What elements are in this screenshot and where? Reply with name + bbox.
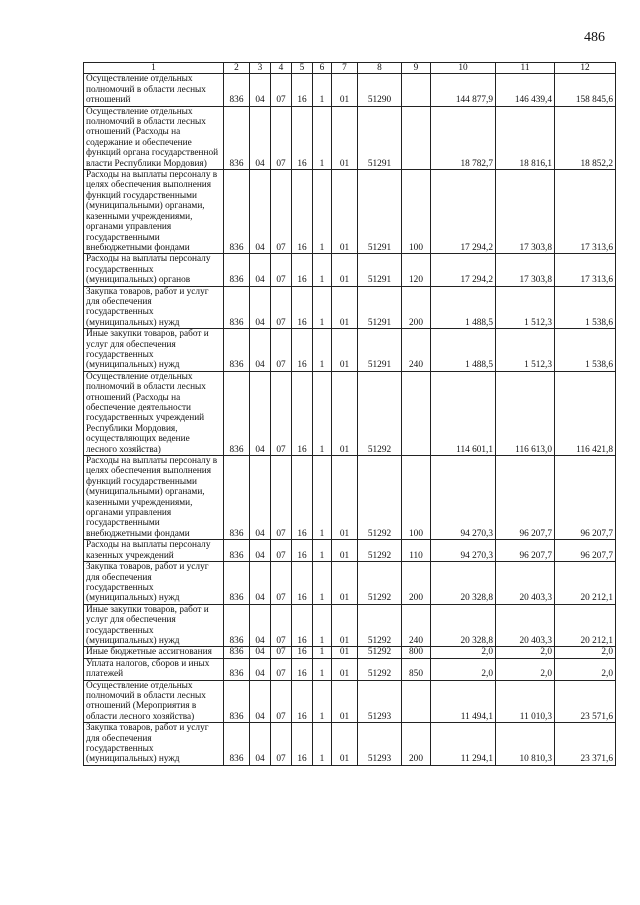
program-code-cell: 16 [292, 170, 313, 254]
rz-code-cell: 04 [250, 329, 271, 372]
subprogram-code-cell: 1 [313, 456, 332, 540]
event-code-cell: 01 [332, 540, 358, 562]
vr-code-cell: 200 [402, 286, 431, 329]
gr-code-cell: 836 [224, 680, 250, 723]
subprogram-code-cell: 1 [313, 106, 332, 169]
rz-code-cell: 04 [250, 371, 271, 455]
pr-code-cell: 07 [271, 329, 292, 372]
vr-code-cell: 240 [402, 604, 431, 647]
amount-year2-cell: 96 207,7 [496, 540, 555, 562]
event-code-cell: 01 [332, 74, 358, 106]
event-code-cell: 01 [332, 604, 358, 647]
event-code-cell: 01 [332, 647, 358, 658]
direction-code-cell: 51293 [358, 680, 402, 723]
vr-code-cell: 110 [402, 540, 431, 562]
direction-code-cell: 51290 [358, 74, 402, 106]
amount-year1-cell: 94 270,3 [431, 456, 496, 540]
event-code-cell: 01 [332, 286, 358, 329]
gr-code-cell: 836 [224, 286, 250, 329]
gr-code-cell: 836 [224, 371, 250, 455]
rz-code-cell: 04 [250, 106, 271, 169]
pr-code-cell: 07 [271, 723, 292, 766]
row-name-cell: Расходы на выплаты персоналу казенных учреждений [84, 540, 224, 562]
program-code-cell: 16 [292, 647, 313, 658]
amount-year1-cell: 144 877,9 [431, 74, 496, 106]
amount-year1-cell: 1 488,5 [431, 329, 496, 372]
direction-code-cell: 51292 [358, 647, 402, 658]
event-code-cell: 01 [332, 680, 358, 723]
amount-year2-cell: 116 613,0 [496, 371, 555, 455]
direction-code-cell: 51292 [358, 456, 402, 540]
vr-code-cell: 800 [402, 647, 431, 658]
column-header-7: 7 [332, 63, 358, 74]
subprogram-code-cell: 1 [313, 540, 332, 562]
column-header-5: 5 [292, 63, 313, 74]
amount-year2-cell: 17 303,8 [496, 170, 555, 254]
column-header-9: 9 [402, 63, 431, 74]
row-name-cell: Осуществление отдельных полномочий в области лесных отношений (Расходы на обеспечение деятельности государственных учреждений Республики Мордовия, осуществляющих ведение лесного хозяйства) [84, 371, 224, 455]
row-name-cell: Закупка товаров, работ и услуг для обеспечения государственных (муниципальных) нужд [84, 286, 224, 329]
amount-year1-cell: 1 488,5 [431, 286, 496, 329]
table-row [84, 286, 616, 329]
amount-year3-cell: 17 313,6 [555, 170, 616, 254]
amount-year3-cell: 1 538,6 [555, 286, 616, 329]
rz-code-cell: 04 [250, 562, 271, 605]
program-code-cell: 16 [292, 723, 313, 766]
table-row [84, 456, 616, 540]
table-row [84, 540, 616, 562]
program-code-cell: 16 [292, 456, 313, 540]
subprogram-code-cell: 1 [313, 723, 332, 766]
amount-year3-cell: 96 207,7 [555, 540, 616, 562]
table-row [84, 604, 616, 647]
program-code-cell: 16 [292, 562, 313, 605]
program-code-cell: 16 [292, 106, 313, 169]
column-header-10: 10 [431, 63, 496, 74]
column-header-8: 8 [358, 63, 402, 74]
program-code-cell: 16 [292, 604, 313, 647]
subprogram-code-cell: 1 [313, 254, 332, 286]
event-code-cell: 01 [332, 658, 358, 680]
amount-year2-cell: 10 810,3 [496, 723, 555, 766]
pr-code-cell: 07 [271, 286, 292, 329]
amount-year3-cell: 2,0 [555, 647, 616, 658]
rz-code-cell: 04 [250, 680, 271, 723]
pr-code-cell: 07 [271, 647, 292, 658]
direction-code-cell: 51292 [358, 371, 402, 455]
amount-year2-cell: 20 403,3 [496, 604, 555, 647]
subprogram-code-cell: 1 [313, 680, 332, 723]
amount-year1-cell: 20 328,8 [431, 604, 496, 647]
table-row [84, 723, 616, 766]
gr-code-cell: 836 [224, 74, 250, 106]
direction-code-cell: 51292 [358, 604, 402, 647]
amount-year2-cell: 2,0 [496, 658, 555, 680]
amount-year2-cell: 11 010,3 [496, 680, 555, 723]
vr-code-cell [402, 106, 431, 169]
table-row [84, 658, 616, 680]
direction-code-cell: 51291 [358, 106, 402, 169]
program-code-cell: 16 [292, 540, 313, 562]
amount-year3-cell: 18 852,2 [555, 106, 616, 169]
amount-year1-cell: 2,0 [431, 647, 496, 658]
amount-year2-cell: 18 816,1 [496, 106, 555, 169]
vr-code-cell: 200 [402, 562, 431, 605]
direction-code-cell: 51291 [358, 170, 402, 254]
rz-code-cell: 04 [250, 74, 271, 106]
amount-year1-cell: 11 294,1 [431, 723, 496, 766]
page-number: 486 [584, 30, 605, 45]
table-row [84, 647, 616, 658]
gr-code-cell: 836 [224, 647, 250, 658]
rz-code-cell: 04 [250, 658, 271, 680]
table-row [84, 562, 616, 605]
event-code-cell: 01 [332, 254, 358, 286]
table-body [84, 74, 616, 765]
event-code-cell: 01 [332, 106, 358, 169]
amount-year3-cell: 23 571,6 [555, 680, 616, 723]
vr-code-cell: 100 [402, 456, 431, 540]
row-name-cell: Расходы на выплаты персоналу государственных (муниципальных) органов [84, 254, 224, 286]
column-header-2: 2 [224, 63, 250, 74]
amount-year3-cell: 17 313,6 [555, 254, 616, 286]
amount-year2-cell: 96 207,7 [496, 456, 555, 540]
vr-code-cell [402, 680, 431, 723]
amount-year2-cell: 2,0 [496, 647, 555, 658]
direction-code-cell: 51292 [358, 540, 402, 562]
direction-code-cell: 51291 [358, 286, 402, 329]
vr-code-cell: 850 [402, 658, 431, 680]
pr-code-cell: 07 [271, 254, 292, 286]
program-code-cell: 16 [292, 286, 313, 329]
vr-code-cell: 240 [402, 329, 431, 372]
gr-code-cell: 836 [224, 106, 250, 169]
amount-year1-cell: 17 294,2 [431, 170, 496, 254]
rz-code-cell: 04 [250, 604, 271, 647]
subprogram-code-cell: 1 [313, 74, 332, 106]
row-name-cell: Осуществление отдельных полномочий в области лесных отношений (Расходы на содержание и обеспечение функций органа государственной власти Республики Мордовия) [84, 106, 224, 169]
column-header-6: 6 [313, 63, 332, 74]
subprogram-code-cell: 1 [313, 647, 332, 658]
subprogram-code-cell: 1 [313, 604, 332, 647]
program-code-cell: 16 [292, 371, 313, 455]
amount-year1-cell: 94 270,3 [431, 540, 496, 562]
table-row [84, 371, 616, 455]
pr-code-cell: 07 [271, 74, 292, 106]
pr-code-cell: 07 [271, 680, 292, 723]
event-code-cell: 01 [332, 170, 358, 254]
subprogram-code-cell: 1 [313, 562, 332, 605]
vr-code-cell [402, 371, 431, 455]
amount-year2-cell: 146 439,4 [496, 74, 555, 106]
pr-code-cell: 07 [271, 540, 292, 562]
column-header-12: 12 [555, 63, 616, 74]
event-code-cell: 01 [332, 456, 358, 540]
rz-code-cell: 04 [250, 723, 271, 766]
column-header-3: 3 [250, 63, 271, 74]
event-code-cell: 01 [332, 371, 358, 455]
rz-code-cell: 04 [250, 170, 271, 254]
gr-code-cell: 836 [224, 562, 250, 605]
pr-code-cell: 07 [271, 604, 292, 647]
header-row [84, 63, 616, 74]
direction-code-cell: 51292 [358, 658, 402, 680]
direction-code-cell: 51293 [358, 723, 402, 766]
amount-year3-cell: 1 538,6 [555, 329, 616, 372]
event-code-cell: 01 [332, 723, 358, 766]
vr-code-cell: 120 [402, 254, 431, 286]
rz-code-cell: 04 [250, 286, 271, 329]
column-header-11: 11 [496, 63, 555, 74]
table-row [84, 106, 616, 169]
amount-year1-cell: 114 601,1 [431, 371, 496, 455]
pr-code-cell: 07 [271, 456, 292, 540]
pr-code-cell: 07 [271, 371, 292, 455]
amount-year3-cell: 23 371,6 [555, 723, 616, 766]
pr-code-cell: 07 [271, 658, 292, 680]
subprogram-code-cell: 1 [313, 658, 332, 680]
amount-year3-cell: 158 845,6 [555, 74, 616, 106]
direction-code-cell: 51292 [358, 562, 402, 605]
subprogram-code-cell: 1 [313, 371, 332, 455]
event-code-cell: 01 [332, 562, 358, 605]
vr-code-cell [402, 74, 431, 106]
budget-table [83, 62, 616, 766]
row-name-cell: Иные бюджетные ассигнования [84, 647, 224, 658]
amount-year3-cell: 116 421,8 [555, 371, 616, 455]
amount-year3-cell: 96 207,7 [555, 456, 616, 540]
direction-code-cell: 51291 [358, 254, 402, 286]
row-name-cell: Осуществление отдельных полномочий в области лесных отношений [84, 74, 224, 106]
amount-year3-cell: 20 212,1 [555, 604, 616, 647]
amount-year1-cell: 20 328,8 [431, 562, 496, 605]
vr-code-cell: 100 [402, 170, 431, 254]
amount-year1-cell: 17 294,2 [431, 254, 496, 286]
row-name-cell: Закупка товаров, работ и услуг для обеспечения государственных (муниципальных) нужд [84, 562, 224, 605]
gr-code-cell: 836 [224, 170, 250, 254]
amount-year1-cell: 2,0 [431, 658, 496, 680]
pr-code-cell: 07 [271, 106, 292, 169]
gr-code-cell: 836 [224, 723, 250, 766]
rz-code-cell: 04 [250, 540, 271, 562]
program-code-cell: 16 [292, 329, 313, 372]
rz-code-cell: 04 [250, 456, 271, 540]
row-name-cell: Уплата налогов, сборов и иных платежей [84, 658, 224, 680]
column-header-4: 4 [271, 63, 292, 74]
vr-code-cell: 200 [402, 723, 431, 766]
table-row [84, 254, 616, 286]
row-name-cell: Расходы на выплаты персоналу в целях обеспечения выполнения функций государственными (муниципальными) органами, казенными учреждениями, органами управления государственными внебюджетными фондами [84, 170, 224, 254]
amount-year2-cell: 20 403,3 [496, 562, 555, 605]
amount-year3-cell: 2,0 [555, 658, 616, 680]
amount-year2-cell: 17 303,8 [496, 254, 555, 286]
program-code-cell: 16 [292, 74, 313, 106]
pr-code-cell: 07 [271, 562, 292, 605]
gr-code-cell: 836 [224, 658, 250, 680]
amount-year1-cell: 18 782,7 [431, 106, 496, 169]
subprogram-code-cell: 1 [313, 329, 332, 372]
gr-code-cell: 836 [224, 329, 250, 372]
row-name-cell: Закупка товаров, работ и услуг для обеспечения государственных (муниципальных) нужд [84, 723, 224, 766]
program-code-cell: 16 [292, 658, 313, 680]
gr-code-cell: 836 [224, 456, 250, 540]
subprogram-code-cell: 1 [313, 286, 332, 329]
event-code-cell: 01 [332, 329, 358, 372]
gr-code-cell: 836 [224, 540, 250, 562]
amount-year3-cell: 20 212,1 [555, 562, 616, 605]
table-row [84, 329, 616, 372]
rz-code-cell: 04 [250, 254, 271, 286]
table-row [84, 74, 616, 106]
program-code-cell: 16 [292, 680, 313, 723]
row-name-cell: Осуществление отдельных полномочий в области лесных отношений (Мероприятия в области лесного хозяйства) [84, 680, 224, 723]
row-name-cell: Расходы на выплаты персоналу в целях обеспечения выполнения функций государственными (муниципальными) органами, казенными учреждениями, органами управления государственными внебюджетными фондами [84, 456, 224, 540]
gr-code-cell: 836 [224, 254, 250, 286]
row-name-cell: Иные закупки товаров, работ и услуг для обеспечения государственных (муниципальных) нужд [84, 604, 224, 647]
rz-code-cell: 04 [250, 647, 271, 658]
row-name-cell: Иные закупки товаров, работ и услуг для обеспечения государственных (муниципальных) нужд [84, 329, 224, 372]
direction-code-cell: 51291 [358, 329, 402, 372]
table-row [84, 680, 616, 723]
amount-year2-cell: 1 512,3 [496, 329, 555, 372]
pr-code-cell: 07 [271, 170, 292, 254]
table-row [84, 170, 616, 254]
gr-code-cell: 836 [224, 604, 250, 647]
column-header-1: 1 [84, 63, 224, 74]
amount-year1-cell: 11 494,1 [431, 680, 496, 723]
subprogram-code-cell: 1 [313, 170, 332, 254]
program-code-cell: 16 [292, 254, 313, 286]
amount-year2-cell: 1 512,3 [496, 286, 555, 329]
